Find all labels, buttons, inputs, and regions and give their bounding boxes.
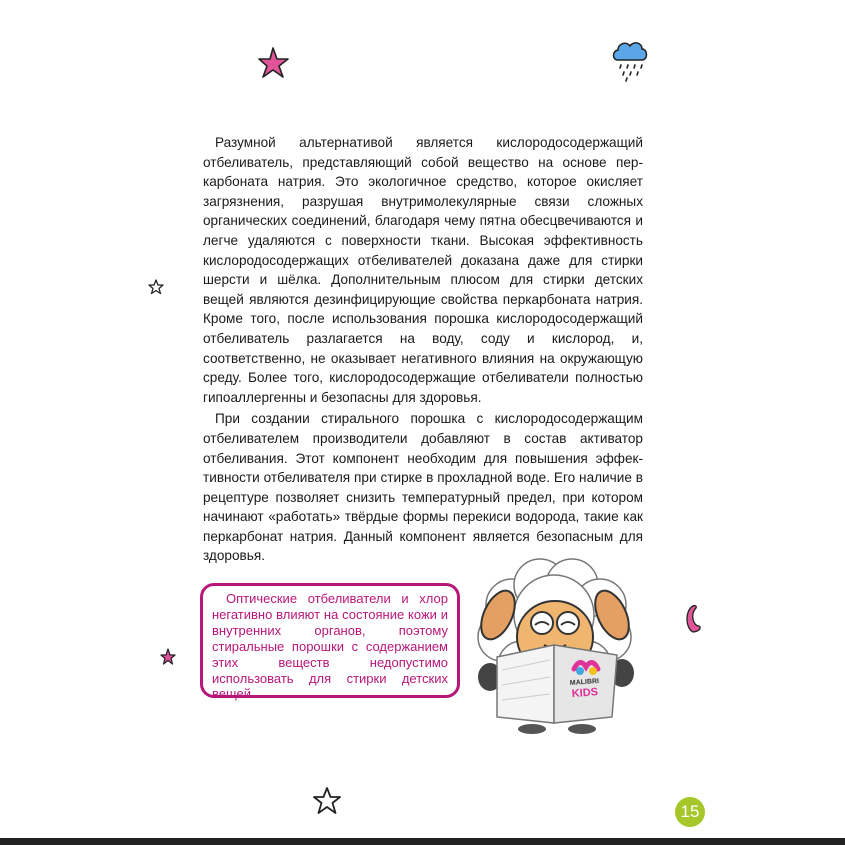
callout-text: Оптические отбеливатели и хлор негативно влияют на состояние кожи и внутренних органов, поэтому стиральные порошки с содержанием этих веществ недопустимо использовать для стирки детских вещей. (212, 591, 448, 702)
article-paragraph: Разумной альтернативой является кислородосодержащий отбеливатель, представляющий собой вещество на основе перкарбоната натрия. Это экологичное средство, которое окисляет загрязнения, разрушая внутримолекулярные связи сложных органических соединений, благодаря чему пятна обесцвечиваются и легче удаляются с поверхности ткани. Высокая эффективность кислородосодержащих отбеливателей доказана даже для стирки шерсти и шёлка. Дополнительным плюсом для стирки детских вещей являются дезинфицирующие свойства перкарбоната натрия. Кроме того, после использования порошка кислородосодержащий отбеливатель разлагается на воду, соду и кислород, и, соответственно, не оказывает негативного влияния на окружающую среду. Более того, кислородосодержащие отбеливатели полностью гипоаллергенны и безопасны для здоровья. (203, 135, 643, 405)
pink-star-icon (160, 648, 176, 666)
brand-logo-text: MALIBRI (569, 677, 600, 687)
brand-logo (570, 662, 600, 700)
rain-cloud-icon (610, 38, 650, 82)
article-paragraph: При создании стирального порошка с кислородосодержащим отбеливателем производители добавляют в состав активатор отбеливания. Этот компонент необходим для повышения эффективности отбеливателя при стирке в прохладной воде. Его наличие в рецептуре позволяет снизить температурный предел, при котором начинают «работать» твёрдые формы перекиси водорода, такие как перкарбонат натрия. Данный компонент является безопасным для здоровья. (203, 411, 643, 564)
outline-star-icon (312, 786, 342, 816)
bottom-border (0, 838, 845, 845)
pink-star-icon (258, 46, 290, 80)
article-body (203, 133, 643, 566)
callout-box (200, 583, 460, 702)
crescent-moon-icon (683, 604, 703, 634)
brand-logo-subtext: KIDS (571, 686, 599, 700)
sheep-mascot-illustration (462, 545, 647, 735)
page-number: 15 (675, 797, 705, 827)
outline-star-icon (148, 279, 164, 295)
